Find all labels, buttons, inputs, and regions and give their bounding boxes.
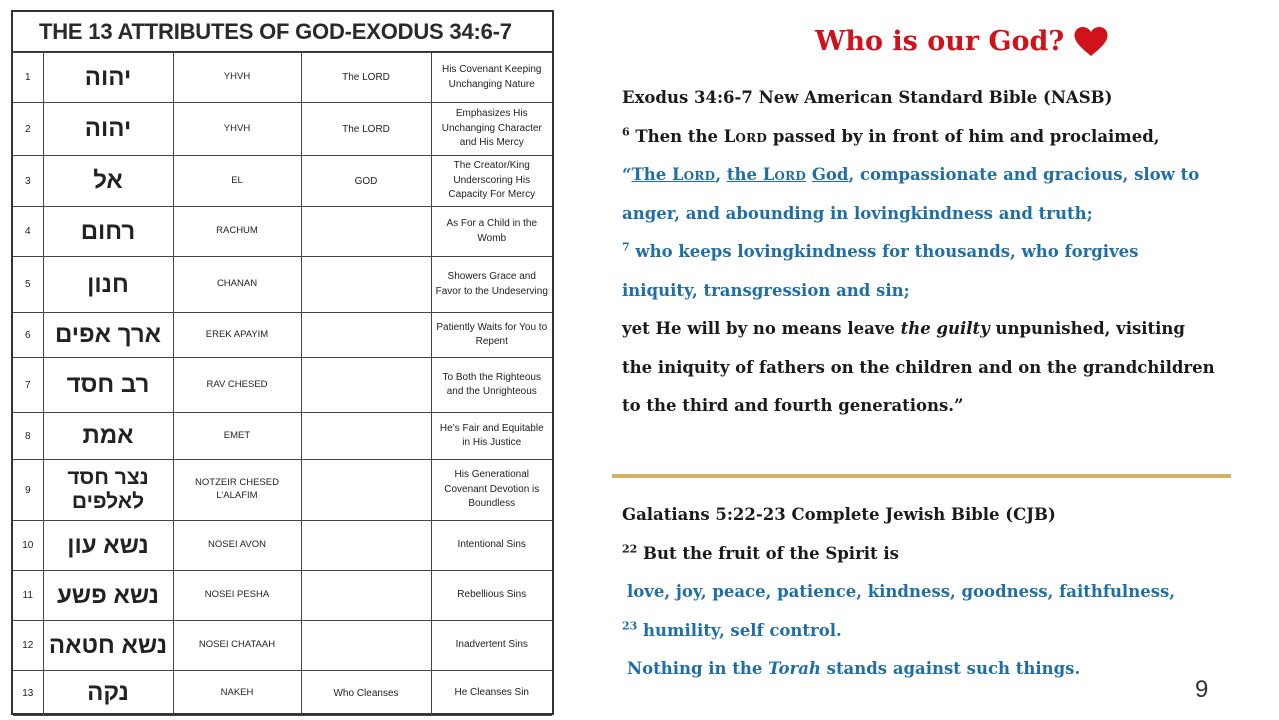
row-number: 7	[13, 358, 43, 413]
hebrew-name: חנון	[43, 257, 173, 313]
hebrew-name: נשא חטאה	[43, 621, 173, 671]
attribute-description: The Creator/King Underscoring His Capacity For Mercy	[431, 156, 552, 207]
transliteration: RACHUM	[173, 207, 301, 257]
exodus-verse-7	[622, 239, 1262, 278]
english-name: Who Cleanses	[301, 671, 431, 716]
table-row	[13, 53, 552, 103]
table-row	[13, 571, 552, 621]
verse-number: 6	[622, 125, 630, 138]
row-number: 8	[13, 413, 43, 460]
table-row	[13, 358, 552, 413]
english-name	[301, 358, 431, 413]
row-number: 1	[13, 53, 43, 103]
verse-text: passed by in front of him and proclaimed,	[767, 126, 1160, 146]
attribute-description: As For a Child in the Womb	[431, 207, 552, 257]
hebrew-name: אמת	[43, 413, 173, 460]
page-number: 9	[1195, 676, 1209, 703]
attribute-description: His Covenant Keeping Unchanging Nature	[431, 53, 552, 103]
verse-text: , compassionate and gracious, slow to	[848, 165, 1200, 184]
link-the-lord[interactable]	[632, 165, 716, 184]
link-text: The L	[631, 165, 684, 184]
link-text: the L	[726, 165, 775, 184]
exodus-verse-6	[622, 124, 1262, 163]
verse-text: yet He will by no means leave	[622, 319, 901, 338]
hebrew-name: רב חסד	[43, 358, 173, 413]
transliteration: YHVH	[173, 103, 301, 156]
table-row	[13, 621, 552, 671]
exodus-line: the iniquity of fathers on the children and on the grandchildren	[622, 357, 1215, 377]
english-name	[301, 413, 431, 460]
italic-text: the guilty	[900, 319, 990, 338]
page-heading	[815, 26, 1108, 57]
hebrew-name: יהוה	[43, 103, 173, 156]
transliteration: NOSEI AVON	[173, 521, 301, 571]
verse-number: 22	[622, 542, 638, 555]
row-number: 12	[13, 621, 43, 671]
link-god[interactable]: God	[811, 165, 849, 184]
exodus-passage	[622, 85, 1262, 432]
table-row	[13, 671, 552, 716]
hebrew-name: רחום	[43, 207, 173, 257]
table-row	[13, 313, 552, 358]
english-name: GOD	[301, 156, 431, 207]
attribute-description: Patiently Waits for You to Repent	[431, 313, 552, 358]
english-name	[301, 571, 431, 621]
table-title: THE 13 ATTRIBUTES OF GOD-EXODUS 34:6-7	[13, 12, 552, 52]
galatians-line	[622, 656, 1262, 695]
hebrew-name: נקה	[43, 671, 173, 716]
transliteration: EMET	[173, 413, 301, 460]
small-caps-lord: ORD	[774, 169, 807, 183]
table-row	[13, 156, 552, 207]
punctuation: ,	[715, 165, 727, 184]
attribute-description: He Cleanses Sin	[431, 671, 552, 716]
attribute-description: Intentional Sins	[431, 521, 552, 571]
attributes-grid	[13, 52, 552, 716]
section-divider	[612, 474, 1231, 478]
transliteration: NOSEI PESHA	[173, 571, 301, 621]
verse-text: But the fruit of the Spirit is	[637, 543, 899, 563]
exodus-line: anger, and abounding in lovingkindness and truth;	[622, 203, 1093, 223]
galatians-verse-22	[622, 541, 1262, 580]
row-number: 11	[13, 571, 43, 621]
galatians-line: love, joy, peace, patience, kindness, goodness, faithfulness,	[627, 582, 1176, 601]
verse-text: Then the L	[635, 126, 736, 146]
galatians-version: Complete Jewish Bible (CJB)	[791, 505, 1056, 524]
transliteration: YHVH	[173, 53, 301, 103]
attribute-description: Emphasizes His Unchanging Character and His Mercy	[431, 103, 552, 156]
quote-mark: “	[622, 165, 632, 184]
verse-text: who keeps lovingkindness for thousands, who forgives	[629, 242, 1139, 261]
attribute-description: Inadvertent Sins	[431, 621, 552, 671]
transliteration: RAV CHESED	[173, 358, 301, 413]
verse-text: Nothing in the	[627, 659, 769, 678]
attribute-description: He’s Fair and Equitable in His Justice	[431, 413, 552, 460]
row-number: 6	[13, 313, 43, 358]
table-row	[13, 460, 552, 521]
attribute-description: Showers Grace and Favor to the Undeserving	[431, 257, 552, 313]
verse-text: unpunished, visiting	[989, 319, 1185, 338]
transliteration: NOTZEIR CHESED L’ALAFIM	[173, 460, 301, 521]
row-number: 13	[13, 671, 43, 716]
exodus-version: New American Standard Bible (NASB)	[758, 88, 1113, 107]
english-name	[301, 207, 431, 257]
transliteration: NAKEH	[173, 671, 301, 716]
row-number: 4	[13, 207, 43, 257]
transliteration: EL	[173, 156, 301, 207]
table-row	[13, 103, 552, 156]
verse-text: humility, self control.	[637, 620, 842, 640]
row-number: 9	[13, 460, 43, 521]
small-caps-lord: ORD	[683, 169, 716, 183]
attributes-table	[11, 10, 554, 715]
exodus-line: iniquity, transgression and sin;	[622, 280, 910, 300]
english-name: The LORD	[301, 103, 431, 156]
italic-text: Torah	[768, 659, 821, 678]
row-number: 3	[13, 156, 43, 207]
galatians-passage	[622, 502, 1262, 695]
transliteration: EREK APAYIM	[173, 313, 301, 358]
galatians-ref: Galatians 5:22-23	[622, 505, 786, 524]
exodus-line	[622, 316, 1262, 355]
hebrew-name: יהוה	[43, 53, 173, 103]
heading-text: Who is our God?	[815, 26, 1065, 57]
galatians-verse-23	[622, 618, 1262, 657]
link-the-lord-2[interactable]	[727, 165, 806, 184]
transliteration: CHANAN	[173, 257, 301, 313]
table-row	[13, 413, 552, 460]
hebrew-name: ארך אפים	[43, 313, 173, 358]
exodus-reference	[622, 85, 1262, 124]
english-name	[301, 521, 431, 571]
exodus-ref: Exodus 34:6-7	[622, 88, 753, 107]
small-caps-lord: ORD	[735, 130, 768, 145]
attribute-description: To Both the Righteous and the Unrighteous	[431, 358, 552, 413]
verse-number: 7	[622, 240, 630, 254]
english-name	[301, 257, 431, 313]
english-name: The LORD	[301, 53, 431, 103]
verse-text: stands against such things.	[820, 659, 1081, 678]
table-row	[13, 521, 552, 571]
galatians-reference	[622, 502, 1262, 541]
hebrew-name: נשא עון	[43, 521, 173, 571]
transliteration: NOSEI CHATAAH	[173, 621, 301, 671]
exodus-line: to the third and fourth generations.”	[622, 396, 964, 415]
english-name	[301, 460, 431, 521]
row-number: 10	[13, 521, 43, 571]
english-name	[301, 313, 431, 358]
table-row	[13, 257, 552, 313]
attribute-description: Rebellious Sins	[431, 571, 552, 621]
attribute-description: His Generational Covenant Devotion is Boundless	[431, 460, 552, 521]
exodus-quote-line	[622, 162, 1262, 201]
verse-number: 23	[622, 619, 638, 632]
hebrew-name: נצר חסד לאלפים	[43, 460, 173, 521]
hebrew-name: נשא פשע	[43, 571, 173, 621]
heart-icon	[1074, 27, 1108, 57]
table-row	[13, 207, 552, 257]
english-name	[301, 621, 431, 671]
hebrew-name: אל	[43, 156, 173, 207]
row-number: 2	[13, 103, 43, 156]
row-number: 5	[13, 257, 43, 313]
